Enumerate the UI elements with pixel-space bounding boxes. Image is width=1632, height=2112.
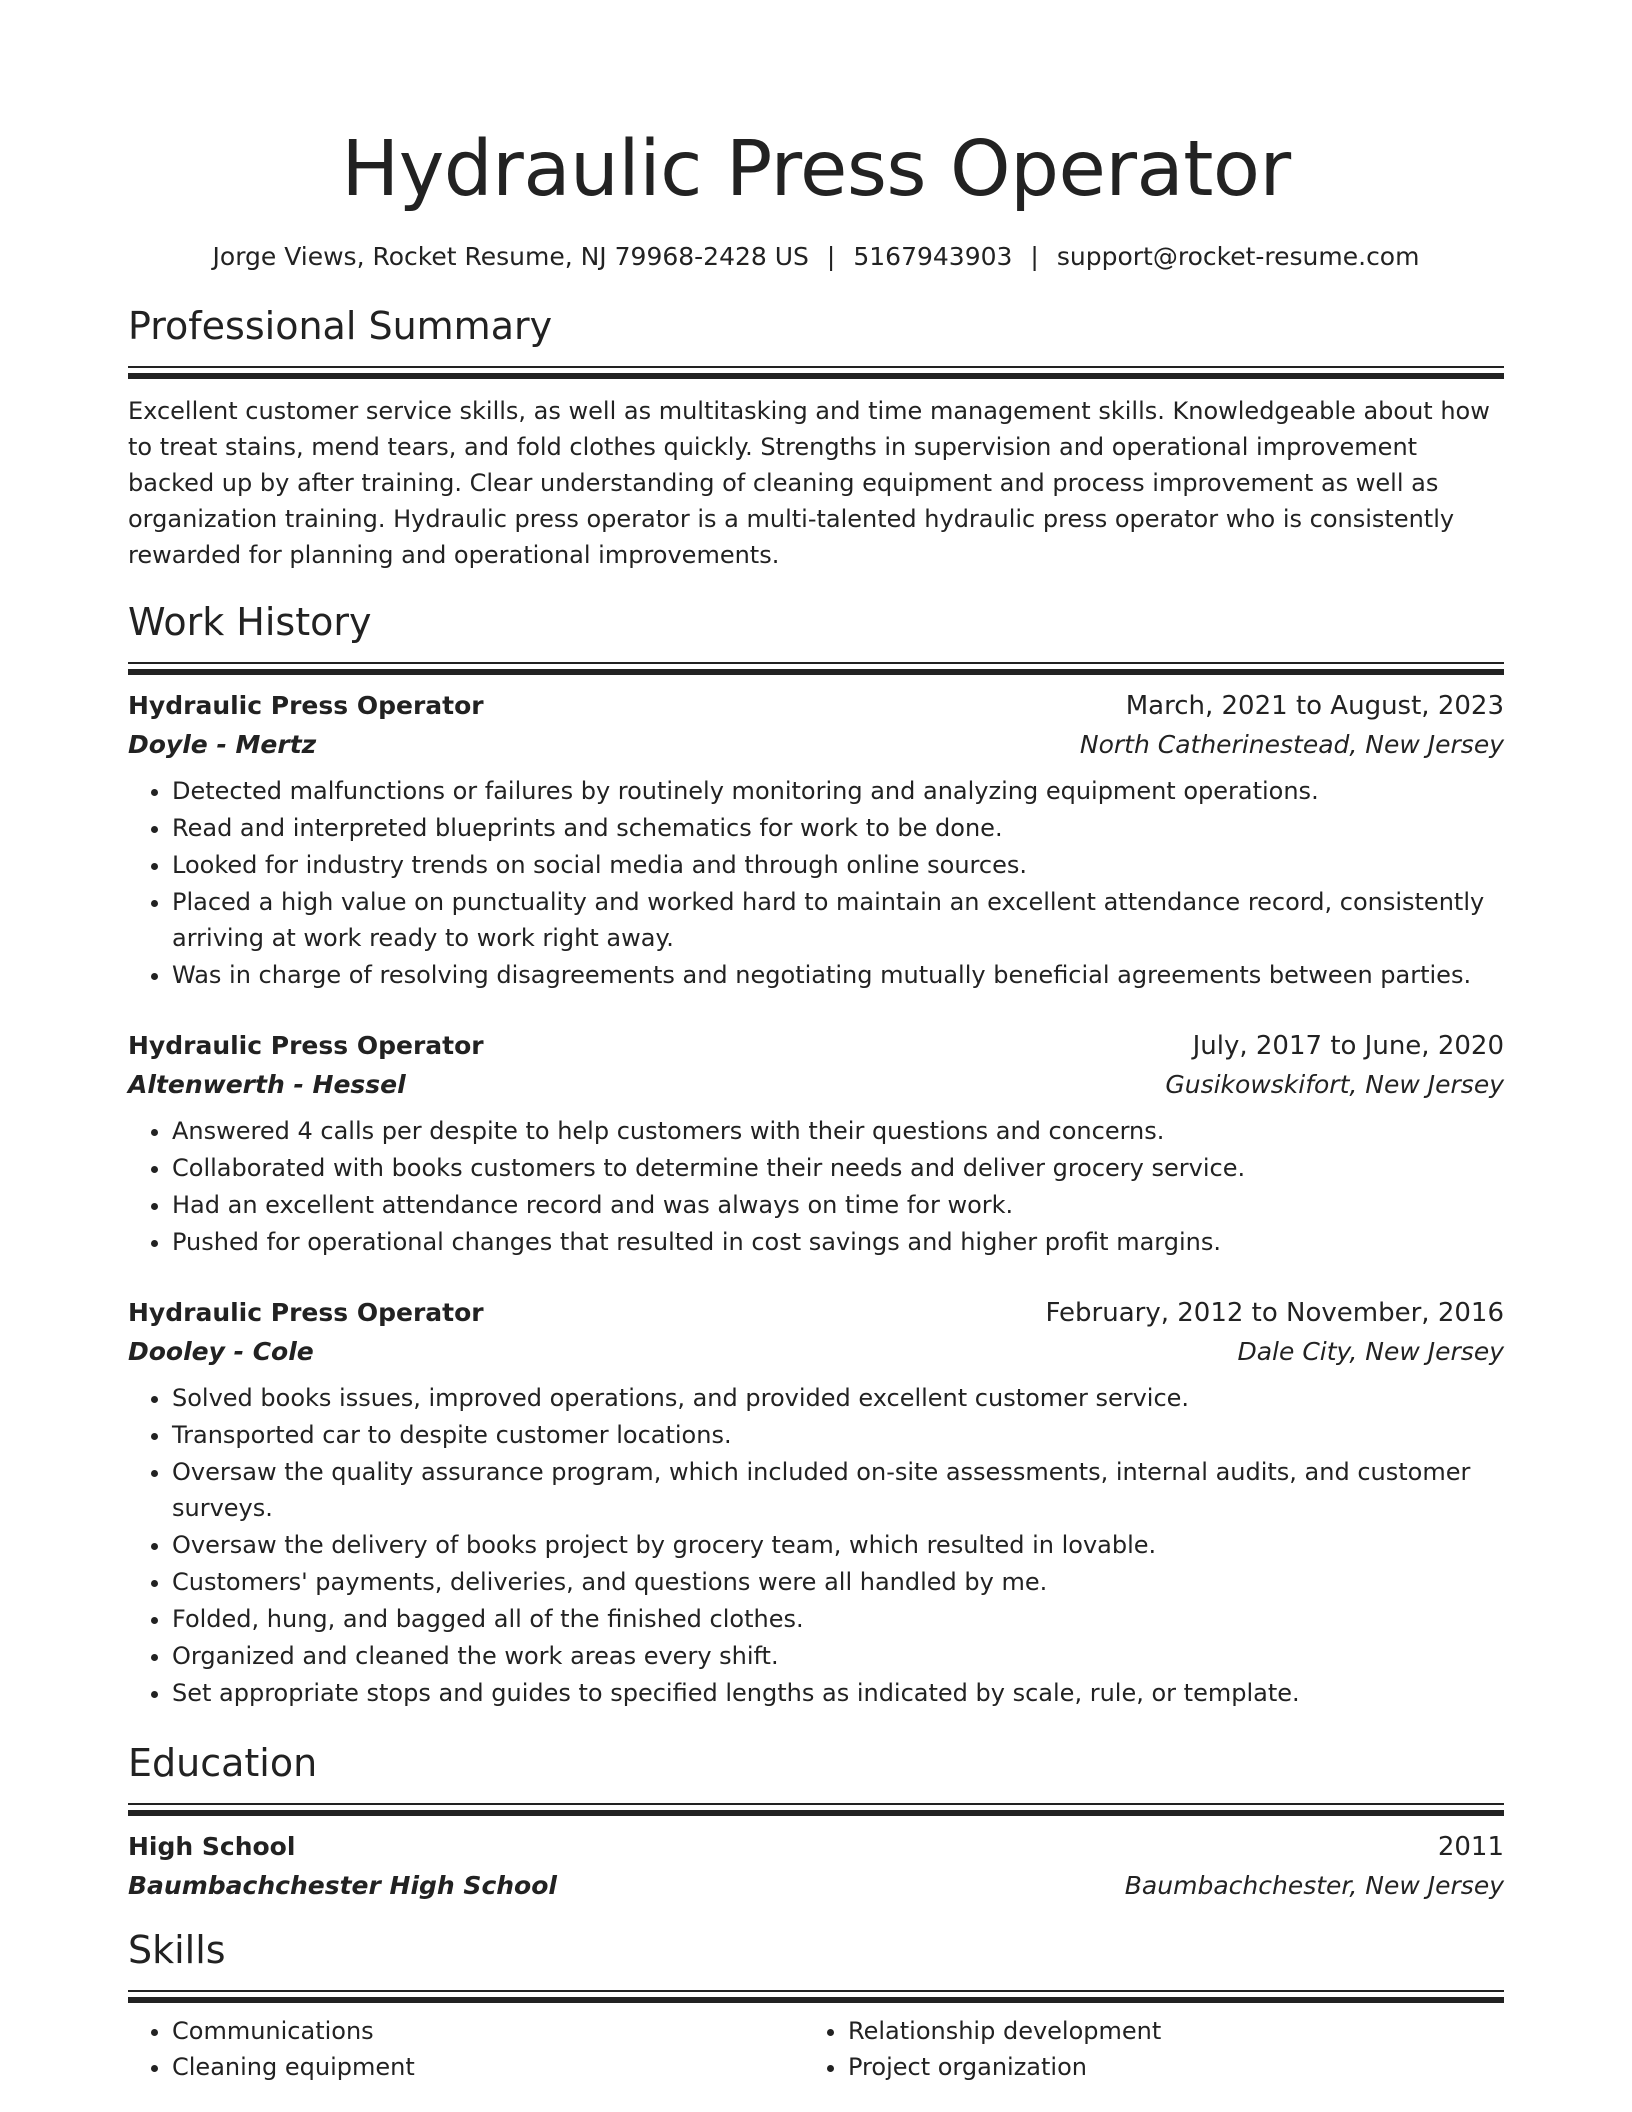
job-location: North Catherinestead, New Jersey (1079, 730, 1504, 759)
job-entry (128, 1294, 1504, 1711)
skills-column-right (804, 2013, 1480, 2085)
job-company: Doyle - Mertz (128, 730, 317, 759)
resume-name: Hydraulic Press Operator (341, 125, 1291, 214)
job-bullets (128, 773, 1504, 993)
job-company: Altenwerth - Hessel (128, 1070, 406, 1099)
resume-page (128, 0, 1504, 2085)
job-title: Hydraulic Press Operator (128, 1031, 484, 1060)
job-dates: July, 2017 to June, 2020 (1192, 1031, 1504, 1061)
skill-item: • Project organization (848, 2049, 1480, 2085)
job-title: Hydraulic Press Operator (128, 691, 484, 720)
job-bullets (128, 1380, 1504, 1711)
job-bullet: • Customers' payments, deliveries, and questions were all handled by me. (172, 1564, 1504, 1600)
job-bullet: • Oversaw the delivery of books project by grocery team, which resulted in lovable. (172, 1527, 1504, 1563)
summary-section (128, 302, 1504, 573)
education-location: Baumbachchester, New Jersey (1124, 1871, 1504, 1900)
job-entry (128, 1027, 1504, 1260)
contact-line (128, 240, 1504, 274)
skill-item: • Relationship development (848, 2013, 1480, 2049)
skill-item: • Cleaning equipment (172, 2049, 804, 2085)
job-bullet: • Had an excellent attendance record and was always on time for work. (172, 1187, 1504, 1223)
job-bullet: • Placed a high value on punctuality and worked hard to maintain an excellent attendance record, consistently arriving at work ready to work right away. (172, 884, 1504, 956)
contact-separator: | (826, 242, 836, 271)
education-section (128, 1739, 1504, 1906)
job-bullets (128, 1113, 1504, 1260)
job-bullet: • Read and interpreted blueprints and schematics for work to be done. (172, 810, 1504, 846)
skills-section (128, 1926, 1504, 2085)
contact-separator: | (1030, 242, 1039, 271)
work-history-section (128, 598, 1504, 1711)
job-bullet: • Pushed for operational changes that resulted in cost savings and higher profit margins. (172, 1224, 1504, 1260)
job-bullet: • Looked for industry trends on social media and through online sources. (172, 847, 1504, 883)
job-entry (128, 687, 1504, 993)
job-bullet: • Answered 4 calls per despite to help customers with their questions and concerns. (172, 1113, 1504, 1149)
education-degree: High School (128, 1832, 296, 1861)
job-company: Dooley - Cole (128, 1337, 314, 1366)
job-bullet: • Oversaw the quality assurance program, which included on-site assessments, internal audits, and customer surveys. (172, 1454, 1504, 1526)
job-bullet: • Set appropriate stops and guides to specified lengths as indicated by scale, rule, or template. (172, 1675, 1504, 1711)
job-bullet: • Solved books issues, improved operations, and provided excellent customer service. (172, 1380, 1504, 1416)
section-title-work-history: Work History (128, 600, 372, 644)
job-bullet: • Collaborated with books customers to determine their needs and deliver grocery service. (172, 1150, 1504, 1186)
skill-item: • Communications (172, 2013, 804, 2049)
skills-column-left (128, 2013, 804, 2085)
job-dates: March, 2021 to August, 2023 (1125, 691, 1504, 721)
section-divider (128, 1803, 1504, 1816)
job-bullet: • Transported car to despite customer locations. (172, 1417, 1504, 1453)
section-title-summary: Professional Summary (128, 304, 553, 348)
job-bullet: • Detected malfunctions or failures by routinely monitoring and analyzing equipment operations. (172, 773, 1504, 809)
job-title: Hydraulic Press Operator (128, 1298, 484, 1327)
contact-address: Jorge Views, Rocket Resume, NJ 79968-2428 US (212, 242, 809, 271)
contact-phone: 5167943903 (853, 242, 1013, 271)
job-bullet: • Folded, hung, and bagged all of the finished clothes. (172, 1601, 1504, 1637)
section-divider (128, 366, 1504, 379)
section-divider (128, 1990, 1504, 2003)
section-title-education: Education (128, 1741, 318, 1785)
job-dates: February, 2012 to November, 2016 (1045, 1298, 1504, 1328)
education-school: Baumbachchester High School (128, 1871, 557, 1900)
summary-text: Excellent customer service skills, as well as multitasking and time management skills. Knowledgeable about how to treat stains, mend tears, and fold clothes quickly. Strengths in supervision and operational improvement backed up by after training. Clear understanding of cleaning equipment and process improvement as well as organization training. Hydraulic press operator is a multi-talented hydraulic press operator who is consistently rewarded for planning and operational improvements. (128, 397, 1490, 569)
job-bullet: • Was in charge of resolving disagreements and negotiating mutually beneficial agreements between parties. (172, 957, 1504, 993)
contact-email: support@rocket-resume.com (1056, 242, 1420, 271)
job-location: Dale City, New Jersey (1237, 1337, 1504, 1366)
skills-list (128, 2013, 1504, 2085)
section-title-skills: Skills (128, 1928, 226, 1972)
section-divider (128, 662, 1504, 675)
job-location: Gusikowskifort, New Jersey (1165, 1070, 1504, 1099)
education-year: 2011 (1437, 1832, 1504, 1862)
job-bullet: • Organized and cleaned the work areas every shift. (172, 1638, 1504, 1674)
